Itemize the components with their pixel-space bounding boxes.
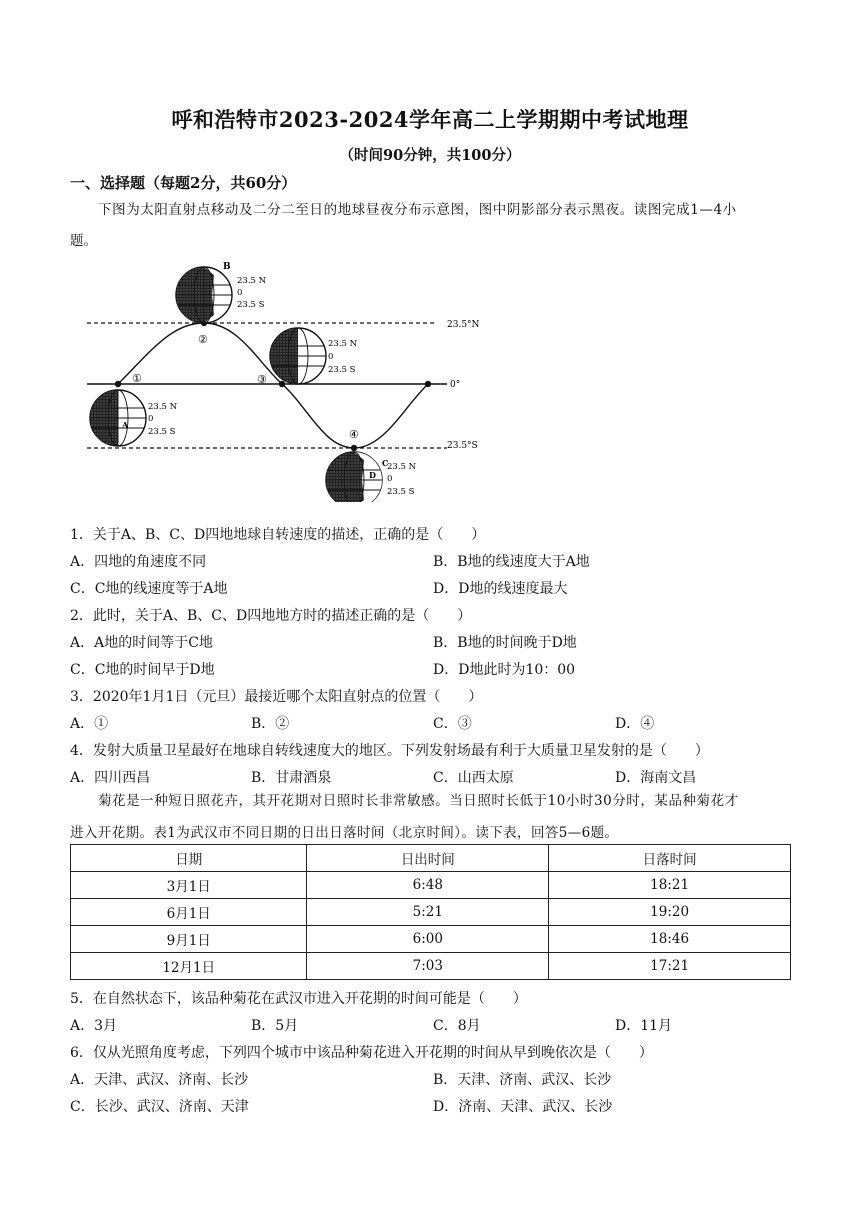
globe3-n: 23.5 N bbox=[148, 402, 178, 412]
solar-declination-diagram bbox=[82, 252, 502, 502]
globe1-0: 0 bbox=[237, 288, 243, 298]
table-cell: 12月1日 bbox=[71, 953, 307, 980]
q4-option-a[interactable]: A．四川西昌 bbox=[70, 770, 151, 786]
table-cell: 7:03 bbox=[307, 953, 549, 980]
globe1-n: 23.5 N bbox=[237, 276, 267, 286]
q2-option-c[interactable]: C．C地的时间早于D地 bbox=[70, 662, 215, 678]
q5-option-b[interactable]: B．5月 bbox=[251, 1018, 299, 1034]
table-header-row bbox=[71, 845, 791, 872]
table-cell: 3月1日 bbox=[71, 872, 307, 899]
q2-stem: 2．此时，关于A、B、C、D四地地方时的描述正确的是（ ） bbox=[70, 608, 472, 624]
curve-point-end bbox=[425, 381, 431, 387]
tropic-cancer-label: 23.5°N bbox=[447, 320, 480, 330]
curve-point-start bbox=[115, 381, 121, 387]
intro2-line2: 进入开花期。表1为武汉市不同日期的日出日落时间（北京时间）。读下表，回答5—6题。 bbox=[70, 825, 619, 841]
q1-option-a[interactable]: A．四地的角速度不同 bbox=[70, 554, 207, 570]
q5-stem: 5．在自然状态下，该品种菊花在武汉市进入开花期的时间可能是（ ） bbox=[70, 991, 527, 1007]
position-2-label: ② bbox=[198, 333, 208, 346]
q3-option-a[interactable]: A．① bbox=[70, 716, 109, 732]
q4-option-b[interactable]: B．甘肃酒泉 bbox=[251, 770, 332, 786]
point-d-label: D bbox=[369, 470, 376, 480]
q1-option-b[interactable]: B．B地的线速度大于A地 bbox=[433, 554, 590, 570]
q6-option-c[interactable]: C．长沙、武汉、济南、天津 bbox=[70, 1099, 249, 1115]
curve-point-3 bbox=[279, 381, 285, 387]
q3-option-b[interactable]: B．② bbox=[251, 716, 290, 732]
table-header-sunset: 日落时间 bbox=[549, 845, 791, 872]
point-c-label: C bbox=[382, 458, 389, 468]
globe4-s: 23.5 S bbox=[387, 487, 415, 497]
curve-point-4 bbox=[351, 445, 357, 451]
globe3-s: 23.5 S bbox=[148, 427, 176, 437]
point-a-label: A bbox=[122, 420, 129, 430]
table-cell: 19:20 bbox=[549, 899, 791, 926]
table-cell: 17:21 bbox=[549, 953, 791, 980]
table-cell: 9月1日 bbox=[71, 926, 307, 953]
table-header-sunrise: 日出时间 bbox=[307, 845, 549, 872]
globe4-n: 23.5 N bbox=[387, 462, 417, 472]
globe2-s: 23.5 S bbox=[328, 365, 356, 375]
table-cell: 5:21 bbox=[307, 899, 549, 926]
table-header-date: 日期 bbox=[71, 845, 307, 872]
q4-stem: 4．发射大质量卫星最好在地球自转线速度大的地区。下列发射场最有利于大质量卫星发射的是（ ） bbox=[70, 743, 709, 759]
table-cell: 6:00 bbox=[307, 926, 549, 953]
q2-option-a[interactable]: A．A地的时间等于C地 bbox=[70, 635, 213, 651]
position-4-label: ④ bbox=[349, 428, 359, 441]
intro2-line1: 菊花是一种短日照花卉，其开花期对日照时长非常敏感。当日照时长低于10小时30分时，某品种菊花才 bbox=[98, 793, 739, 809]
q2-option-b[interactable]: B．B地的时间晚于D地 bbox=[433, 635, 577, 651]
table-cell: 18:21 bbox=[549, 872, 791, 899]
position-1-label: ① bbox=[132, 372, 142, 385]
q1-option-c[interactable]: C．C地的线速度等于A地 bbox=[70, 581, 228, 597]
q4-option-d[interactable]: D．海南文昌 bbox=[615, 770, 697, 786]
table-row bbox=[71, 926, 791, 953]
point-b-label: B bbox=[223, 262, 231, 272]
intro1-line2: 题。 bbox=[70, 233, 97, 249]
globe2-0: 0 bbox=[328, 352, 334, 362]
equator-label: 0° bbox=[450, 380, 461, 390]
page-subtitle: （时间90分钟，共100分） bbox=[339, 147, 521, 164]
q1-stem: 1．关于A、B、C、D四地地球自转速度的描述，正确的是（ ） bbox=[70, 527, 486, 543]
sunrise-sunset-table bbox=[70, 844, 791, 980]
q5-option-d[interactable]: D．11月 bbox=[615, 1018, 673, 1034]
intro1-line1: 下图为太阳直射点移动及二分二至日的地球昼夜分布示意图，图中阴影部分表示黑夜。读图完成1—4小 bbox=[98, 202, 737, 218]
table-row bbox=[71, 953, 791, 980]
table-cell: 6:48 bbox=[307, 872, 549, 899]
q6-option-d[interactable]: D．济南、天津、武汉、长沙 bbox=[433, 1099, 613, 1115]
q3-option-d[interactable]: D．④ bbox=[615, 716, 655, 732]
position-3-label: ③ bbox=[257, 373, 267, 386]
q2-option-d[interactable]: D．D地此时为10：00 bbox=[433, 662, 576, 678]
table-cell: 18:46 bbox=[549, 926, 791, 953]
q3-option-c[interactable]: C．③ bbox=[433, 716, 472, 732]
globe2-n: 23.5 N bbox=[328, 339, 358, 349]
q5-option-c[interactable]: C．8月 bbox=[433, 1018, 481, 1034]
tropic-capricorn-label: 23.5°S bbox=[447, 441, 478, 451]
globe4-0: 0 bbox=[387, 474, 393, 484]
table-row bbox=[71, 899, 791, 926]
page-title: 呼和浩特市2023-2024学年高二上学期期中考试地理 bbox=[171, 107, 689, 132]
table-row bbox=[71, 872, 791, 899]
globe1-s: 23.5 S bbox=[237, 300, 265, 310]
q4-option-c[interactable]: C．山西太原 bbox=[433, 770, 514, 786]
q5-option-a[interactable]: A．3月 bbox=[70, 1018, 118, 1034]
globe3-0: 0 bbox=[148, 414, 154, 424]
intro-paragraph-1 bbox=[70, 197, 792, 224]
q1-option-d[interactable]: D．D地的线速度最大 bbox=[433, 581, 568, 597]
q3-stem: 3．2020年1月1日（元旦）最接近哪个太阳直射点的位置（ ） bbox=[70, 689, 483, 705]
q6-option-b[interactable]: B．天津、济南、武汉、长沙 bbox=[433, 1072, 612, 1088]
globe-march bbox=[90, 390, 146, 446]
section-heading: 一、选择题（每题2分，共60分） bbox=[70, 174, 297, 192]
q6-stem: 6．仅从光照角度考虑，下列四个城市中该品种菊花进入开花期的时间从早到晚依次是（ ） bbox=[70, 1045, 653, 1061]
globe-june bbox=[176, 267, 232, 323]
table-cell: 6月1日 bbox=[71, 899, 307, 926]
q6-option-a[interactable]: A．天津、武汉、济南、长沙 bbox=[70, 1072, 249, 1088]
globe-september bbox=[270, 328, 326, 384]
